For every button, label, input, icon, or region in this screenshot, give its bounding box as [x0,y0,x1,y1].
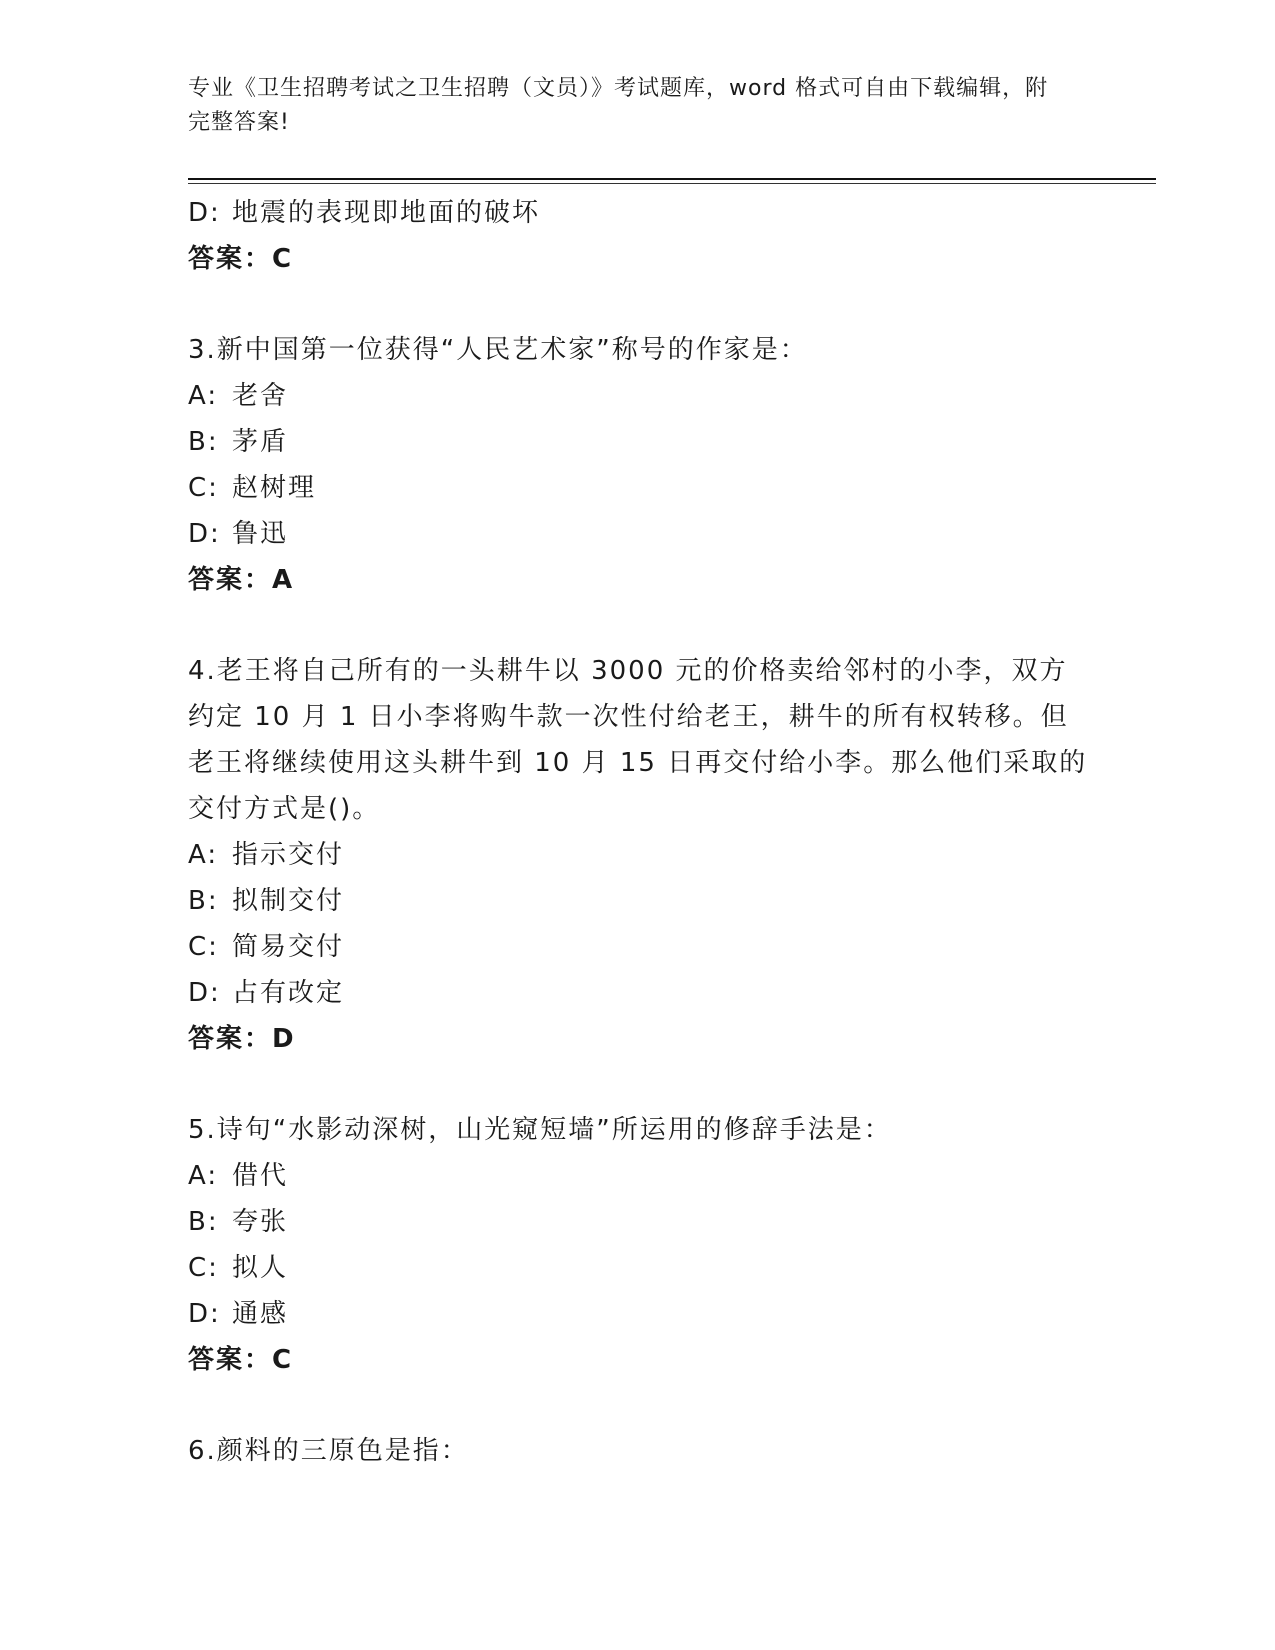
option-c [188,924,1088,970]
option-text: 简易交付 [232,932,345,962]
option-d [188,511,1088,557]
option-key: A: [188,840,219,870]
option-text: 通感 [232,1299,289,1329]
question-stem: 6.颜料的三原色是指： [188,1436,469,1466]
question-stem: 3.新中国第一位获得“人民艺术家”称号的作家是： [188,335,808,365]
option-text: 赵树理 [232,473,317,503]
option-key: B: [188,1207,219,1237]
option-a [188,373,1088,419]
answer-line: 答案：A [188,565,295,595]
option-key: D: [188,1299,221,1329]
option-text: 老舍 [232,381,289,411]
option-text: 地震的表现即地面的破坏 [232,198,541,228]
option-d [188,190,1088,236]
option-key: B: [188,427,219,457]
header-rule-thick [188,178,1156,180]
option-c [188,1245,1088,1291]
option-key: A: [188,1161,219,1191]
option-c [188,465,1088,511]
question-stem: 4.老王将自己所有的一头耕牛以 3000 元的价格卖给邻村的小李，双方约定 10 月 1 日小李将购牛款一次性付给老王，耕牛的所有权转移。但老王将继续使用这头耕牛到 10 月 15 日再交付给小李。那么他们采取的交付方式是()。 [188,656,1088,824]
option-a [188,1153,1088,1199]
option-text: 拟制交付 [232,886,345,916]
question-list [188,190,1088,1474]
option-d [188,1291,1088,1337]
option-key: A: [188,381,219,411]
option-key: C: [188,932,219,962]
option-text: 鲁迅 [232,519,289,549]
option-text: 夸张 [232,1207,289,1237]
question-stem: 5.诗句“水影动深树，山光窥短墙”所运用的修辞手法是： [188,1115,892,1145]
option-text: 拟人 [232,1253,289,1283]
option-key: C: [188,1253,219,1283]
option-key: D: [188,519,221,549]
option-b [188,1199,1088,1245]
option-text: 茅盾 [232,427,289,457]
answer-line: 答案：C [188,1345,294,1375]
option-b [188,878,1088,924]
answer-line: 答案：C [188,244,294,274]
option-text: 借代 [232,1161,289,1191]
option-key: B: [188,886,219,916]
option-text: 指示交付 [232,840,345,870]
option-key: D: [188,198,221,228]
header-rule-thin [188,183,1156,184]
option-a [188,832,1088,878]
option-key: D: [188,978,221,1008]
option-b [188,419,1088,465]
answer-line: 答案：D [188,1024,296,1054]
option-d [188,970,1088,1016]
document-header: 专业《卫生招聘考试之卫生招聘（文员）》考试题库，word 格式可自由下载编辑，附完整答案! [188,76,1049,135]
option-key: C: [188,473,219,503]
option-text: 占有改定 [232,978,345,1008]
